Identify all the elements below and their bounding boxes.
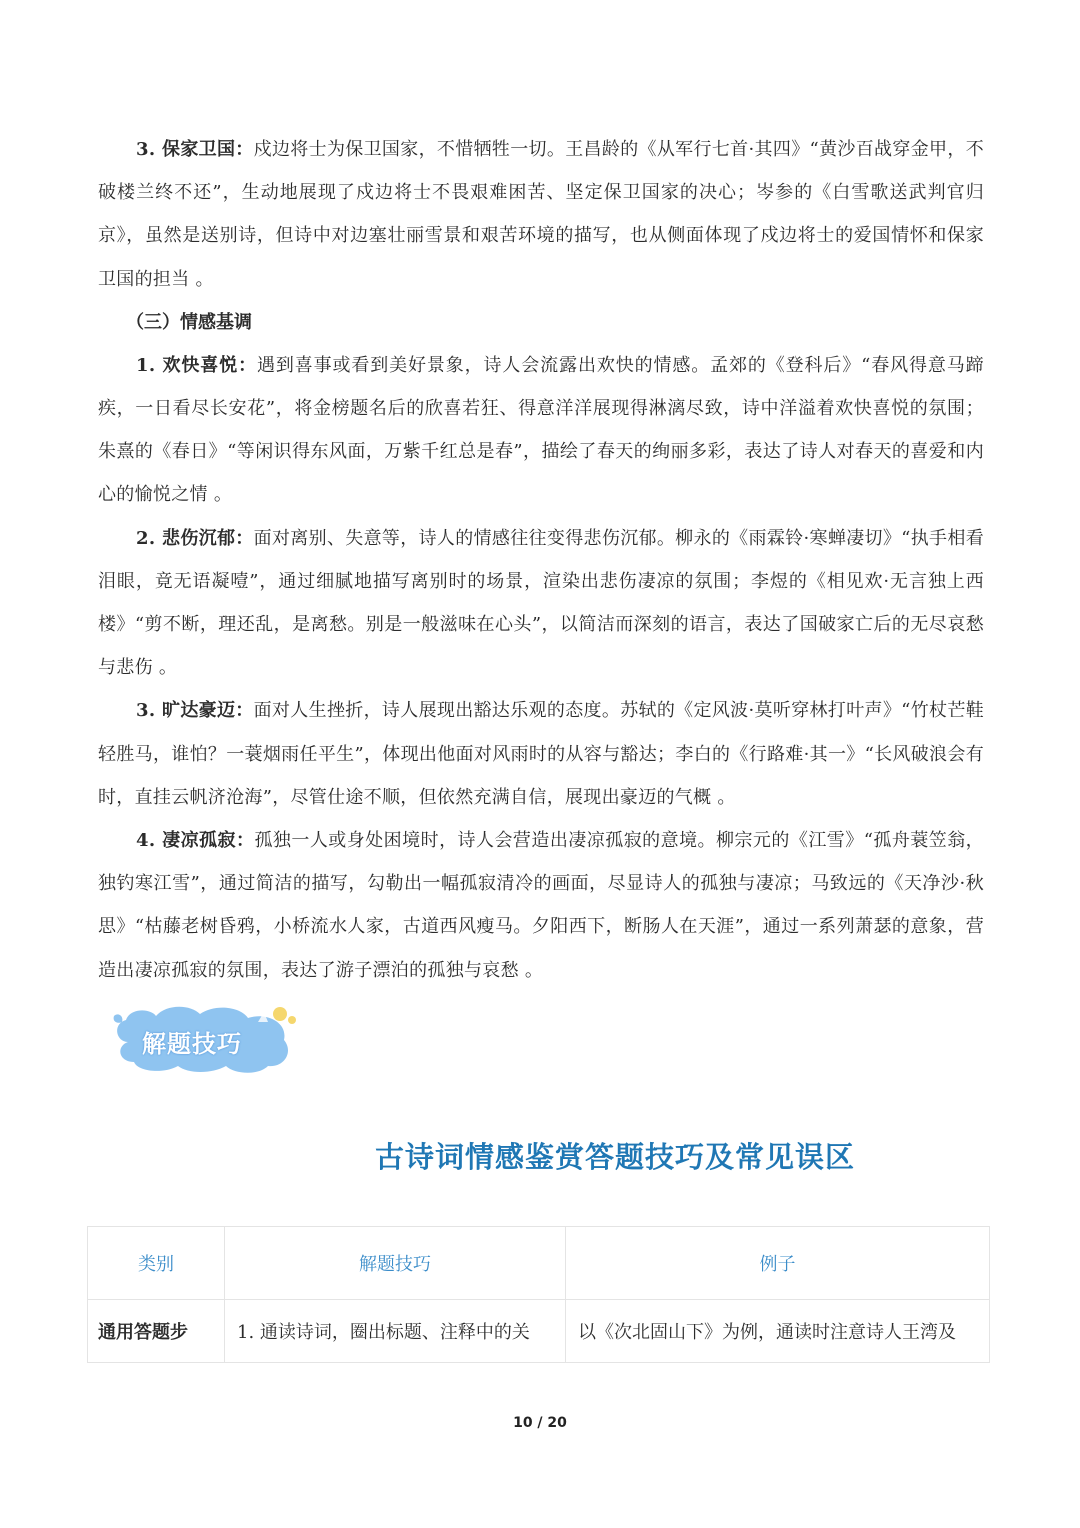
paragraph-lead: 2. 悲伤沉郁： xyxy=(136,527,254,549)
paragraph-text: 面对离别、失意等，诗人的情感往往变得悲伤沉郁。柳永的《雨霖铃·寒蝉凄切》“执手相看泪眼，竟无语凝噎”，通过细腻地描写离别时的场景，渲染出悲伤凄凉的氛围；李煜的《相见欢·无言独上西楼》“剪不断，理还乱，是离愁。别是一般滋味在心头”，以简洁而深刻的语言，表达了国破家亡后的无尽哀愁与悲伤 。 xyxy=(98,527,984,679)
page-number: 10 / 20 xyxy=(513,1415,567,1431)
section-heading: （三）情感基调 xyxy=(126,311,252,333)
paragraph-text: 戍边将士为保卫国家，不惜牺牲一切。王昌龄的《从军行七首·其四》“黄沙百战穿金甲，不破楼兰终不还”，生动地展现了戍边将士不畏艰难困苦、坚定保卫国家的决心；岑参的《白雪歌送武判官归京》，虽然是送别诗，但诗中对边塞壮丽雪景和艰苦环境的描写，也从侧面体现了戍边将士的爱国情怀和保家卫国的担当 。 xyxy=(98,139,984,290)
paragraph-lead: 4. 凄凉孤寂： xyxy=(136,830,255,852)
table-row xyxy=(88,1300,990,1363)
paragraph-text: 孤独一人或身处困境时，诗人会营造出凄凉孤寂的意境。柳宗元的《江雪》“孤舟蓑笠翁，独钓寒江雪”，通过简洁的描写，勾勒出一幅孤寂清冷的画面，尽显诗人的孤独与凄凉；马致远的《天净沙·秋思》“枯藤老树昏鸦，小桥流水人家，古道西风瘦马。夕阳西下，断肠人在天涯”，通过一系列萧瑟的意象，营造出凄凉孤寂的氛围，表达了游子漂泊的孤独与哀愁 。 xyxy=(98,830,984,981)
header-example: 例子 xyxy=(566,1227,990,1300)
tips-table xyxy=(87,1226,990,1363)
table-header-row xyxy=(88,1227,990,1300)
paragraph-lonely xyxy=(98,819,984,992)
paragraph-joyful xyxy=(98,344,984,517)
cell-example: 以《次北固山下》为例，通读时注意诗人王湾及 xyxy=(566,1300,990,1363)
table-title: 古诗词情感鉴赏答题技巧及常见误区 xyxy=(374,1140,855,1174)
badge-label: 解题技巧 xyxy=(142,1030,242,1058)
paragraph-sorrowful xyxy=(98,517,984,690)
paragraph-text: 面对人生挫折，诗人展现出豁达乐观的态度。苏轼的《定风波·莫听穿林打叶声》“竹杖芒鞋轻胜马，谁怕？一蓑烟雨任平生”，体现出他面对风雨时的从容与豁达；李白的《行路难·其一》“长风破浪会有时，直挂云帆济沧海”，尽管仕途不顺，但依然充满自信，展现出豪迈的气概 。 xyxy=(98,700,984,808)
cell-category: 通用答题步 xyxy=(88,1300,225,1363)
article-body xyxy=(98,128,984,992)
cell-technique: 1. 通读诗词，圈出标题、注释中的关 xyxy=(225,1300,566,1363)
paragraph-lead: 3. 保家卫国： xyxy=(136,139,254,160)
paragraph-heroic xyxy=(98,689,984,819)
paragraph-lead: 3. 旷达豪迈： xyxy=(136,700,254,722)
paragraph-defend-country xyxy=(98,128,984,301)
header-category: 类别 xyxy=(88,1227,225,1300)
header-technique: 解题技巧 xyxy=(225,1227,566,1300)
tips-badge xyxy=(108,1002,298,1074)
paragraph-lead: 1. 欢快喜悦： xyxy=(136,354,257,376)
paragraph-text: 遇到喜事或看到美好景象，诗人会流露出欢快的情感。孟郊的《登科后》“春风得意马蹄疾，一日看尽长安花”，将金榜题名后的欣喜若狂、得意洋洋展现得淋漓尽致，诗中洋溢着欢快喜悦的氛围；朱熹的《春日》“等闲识得东风面，万紫千红总是春”，描绘了春天的绚丽多彩，表达了诗人对春天的喜爱和内心的愉悦之情 。 xyxy=(98,354,984,506)
